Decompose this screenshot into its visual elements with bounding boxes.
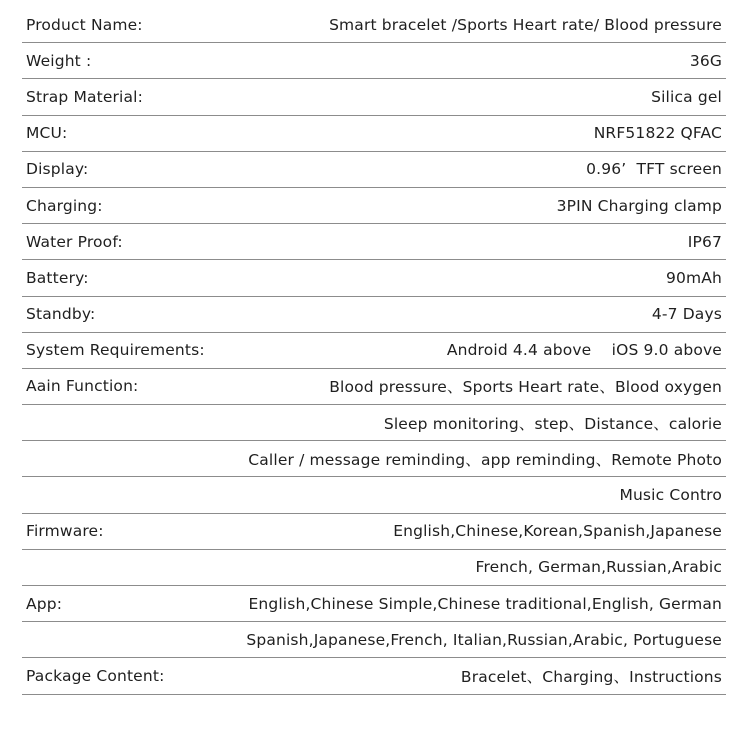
table-row	[22, 260, 726, 296]
table-row	[22, 152, 726, 188]
table-row	[22, 405, 726, 441]
row-label: Charging:	[26, 196, 103, 215]
row-label: MCU:	[26, 124, 68, 143]
table-row	[22, 550, 726, 586]
row-label: Firmware:	[26, 522, 104, 541]
row-value: 3PIN Charging clamp	[556, 196, 722, 215]
row-value: English,Chinese,Korean,Spanish,Japanese	[393, 522, 722, 541]
row-value: Smart bracelet /Sports Heart rate/ Blood pressure	[329, 15, 722, 34]
row-value: IP67	[687, 232, 722, 251]
row-label: Weight :	[26, 51, 92, 70]
row-value: Music Contro	[619, 486, 722, 505]
table-row	[22, 658, 726, 694]
table-row	[22, 333, 726, 369]
row-label: Standby:	[26, 305, 96, 324]
row-value: 4-7 Days	[651, 305, 722, 324]
row-label: Package Content:	[26, 666, 165, 685]
table-row	[22, 79, 726, 115]
row-value: Blood pressure、Sports Heart rate、Blood oxygen	[329, 378, 722, 397]
row-value: Android 4.4 above iOS 9.0 above	[446, 341, 722, 360]
table-row	[22, 188, 726, 224]
row-value: 90mAh	[666, 268, 722, 287]
table-row	[22, 43, 726, 79]
row-value: 36G	[689, 51, 722, 70]
table-row	[22, 514, 726, 550]
row-label: Water Proof:	[26, 232, 123, 251]
table-row	[22, 586, 726, 622]
table-row	[22, 116, 726, 152]
row-value: 0.96’ TFT screen	[586, 160, 722, 179]
row-value: Caller / message reminding、app reminding、Remote Photo	[248, 450, 722, 469]
row-label: Product Name:	[26, 15, 143, 34]
row-label: Battery:	[26, 268, 89, 287]
row-value: NRF51822 QFAC	[593, 124, 722, 143]
row-value: Spanish,Japanese,French, Italian,Russian,Arabic, Portuguese	[246, 630, 722, 649]
table-row	[22, 224, 726, 260]
table-row	[22, 477, 726, 513]
spec-table	[22, 7, 726, 695]
row-value: English,Chinese Simple,Chinese traditional,English, German	[248, 594, 722, 613]
row-label: Display:	[26, 160, 89, 179]
row-label: System Requirements:	[26, 341, 205, 360]
row-value: Silica gel	[651, 87, 722, 106]
row-value: Bracelet、Charging、Instructions	[460, 667, 722, 686]
table-row	[22, 297, 726, 333]
row-label: Strap Material:	[26, 87, 143, 106]
row-label: Aain Function:	[26, 377, 139, 396]
table-row	[22, 622, 726, 658]
row-label: App:	[26, 594, 63, 613]
row-value: French, German,Russian,Arabic	[475, 558, 722, 577]
table-row	[22, 441, 726, 477]
table-row	[22, 369, 726, 405]
table-row	[22, 7, 726, 43]
row-value: Sleep monitoring、step、Distance、calorie	[383, 414, 722, 433]
